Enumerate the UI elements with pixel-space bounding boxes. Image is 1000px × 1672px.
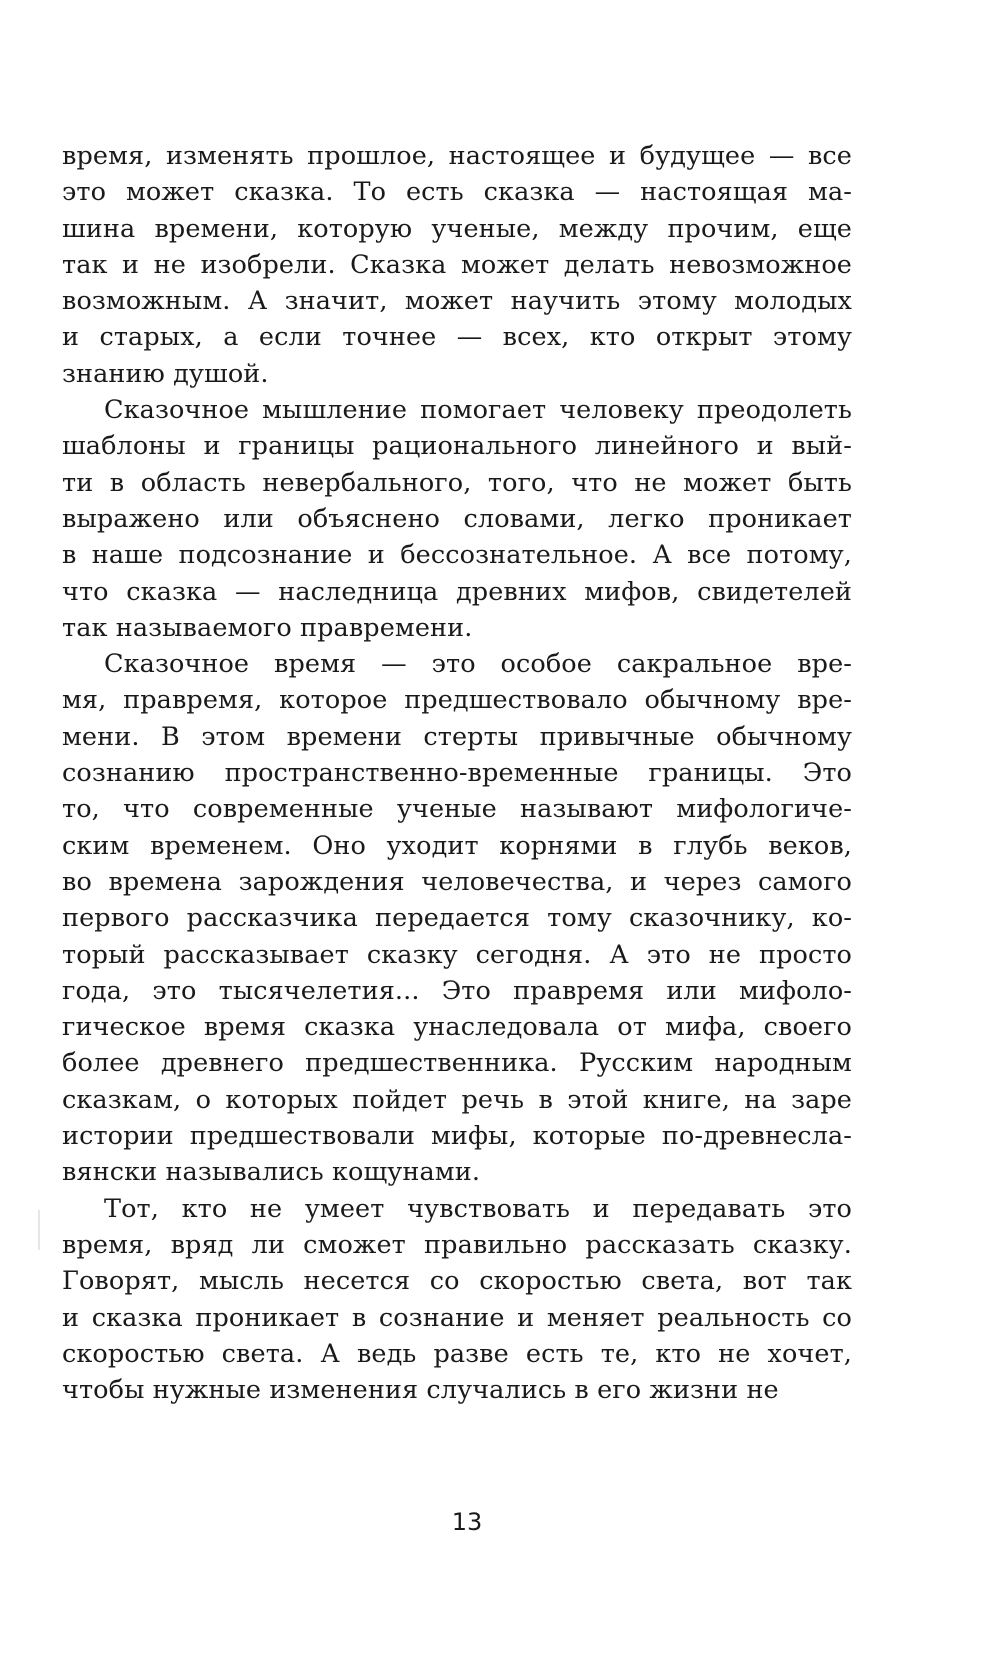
text-line: истории предшествовали мифы, которые по-древнесла- xyxy=(62,1121,852,1152)
text-line: и старых, а если точнее — всех, кто открыт этому xyxy=(62,322,852,353)
text-line: чтобы нужные изменения случались в его жизни не xyxy=(62,1375,779,1406)
paragraph xyxy=(62,646,852,1190)
text-line: знанию душой. xyxy=(62,358,269,389)
body-text xyxy=(62,138,852,1408)
text-line: так называемого правремени. xyxy=(62,612,473,643)
text-line: гическое время сказка унаследовала от мифа, своего xyxy=(62,1012,852,1043)
text-line: так и не изобрели. Сказка может делать невозможное xyxy=(62,249,852,280)
text-line: ским временем. Оно уходит корнями в глубь веков, xyxy=(62,830,852,861)
text-line: сознанию пространственно-временные границы. Это xyxy=(62,758,852,789)
paragraph xyxy=(62,1191,852,1409)
text-line: время, вряд ли сможет правильно рассказать сказку. xyxy=(62,1229,852,1260)
text-line: скоростью света. А ведь разве есть те, кто не хочет, xyxy=(62,1338,852,1369)
text-line: во времена зарождения человечества, и через самого xyxy=(62,866,852,897)
text-line: сказкам, о которых пойдет речь в этой книге, на заре xyxy=(62,1084,852,1115)
text-line: более древнего предшественника. Русским народным xyxy=(62,1048,852,1079)
text-line: и сказка проникает в сознание и меняет реальность со xyxy=(62,1302,852,1333)
text-line: выражено или объяснено словами, легко проникает xyxy=(62,503,852,534)
page-number: 13 xyxy=(451,1508,483,1536)
text-line: возможным. А значит, может научить этому молодых xyxy=(62,286,852,317)
text-line: в наше подсознание и бессознательное. А все потому, xyxy=(62,540,852,571)
text-line: шина времени, которую ученые, между прочим, еще xyxy=(62,213,852,244)
text-line: мени. В этом времени стерты привычные обычному xyxy=(62,721,852,752)
text-line: ти в область невербального, того, что не может быть xyxy=(62,467,852,498)
text-line: первого рассказчика передается тому сказочнику, ко- xyxy=(62,903,852,934)
paragraph xyxy=(62,138,852,392)
text-line: что сказка — наследница древних мифов, свидетелей xyxy=(62,576,852,607)
text-line: Говорят, мысль несется со скоростью света, вот так xyxy=(62,1266,852,1297)
text-line: время, изменять прошлое, настоящее и будущее — все xyxy=(62,141,852,171)
text-line: вянски назывались кощунами. xyxy=(62,1157,481,1188)
text-line: года, это тысячелетия... Это правремя или мифоло- xyxy=(62,975,852,1006)
paragraph xyxy=(62,392,852,646)
text-line: Тот, кто не умеет чувствовать и передавать это xyxy=(104,1193,852,1224)
text-line: Сказочное мышление помогает человеку преодолеть xyxy=(104,395,852,426)
text-line: мя, правремя, которое предшествовало обычному вре- xyxy=(62,685,852,716)
text-line: торый рассказывает сказку сегодня. А это не просто xyxy=(62,939,852,970)
text-line: Сказочное время — это особое сакральное вре- xyxy=(104,649,852,680)
text-line: шаблоны и границы рационального линейного и вый- xyxy=(62,431,852,462)
margin-mark xyxy=(38,1210,40,1250)
text-line: то, что современные ученые называют мифологиче- xyxy=(62,794,852,825)
text-line: это может сказка. То есть сказка — настоящая ма- xyxy=(62,177,852,208)
